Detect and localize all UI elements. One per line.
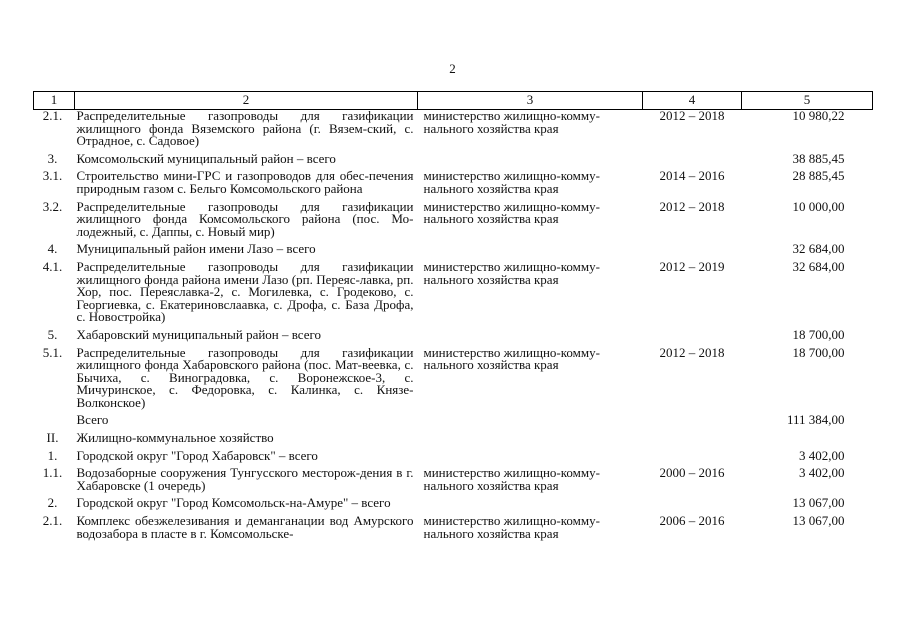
row-name: Жилищно-коммунальное хозяйство: [76, 430, 274, 446]
row-name: Комсомольский муниципальный район – всего: [76, 150, 336, 166]
row-number: 3.1.: [42, 168, 63, 184]
row-number: 5.1.: [42, 344, 63, 360]
row-number: II.: [46, 430, 59, 446]
row-amount: 3 402,00: [799, 447, 845, 463]
header-col-executor: 3: [418, 92, 643, 110]
row-number: 2.: [47, 495, 58, 511]
row-name: Комплекс обезжелезивания и деманганации вод Амурского водозабора в пласте в г. Комсомольске-: [76, 513, 414, 541]
row-number: 1.1.: [42, 465, 63, 481]
row-name: Строительство мини-ГРС и газопроводов для обес-печения природным газом с. Бельго Комсомольского района: [76, 168, 414, 196]
row-number: 4.: [47, 241, 58, 257]
row-number: 3.: [47, 150, 58, 166]
row-executor: министерство жилищно-комму-нального хозяйства края: [423, 108, 600, 136]
row-name: Распределительные газопроводы для газификации жилищного фонда Вяземского района (г. Вязем-ский, с. Отрадное, с. Садовое): [76, 108, 414, 149]
row-period: 2012 – 2018: [659, 198, 725, 214]
row-number: 5.: [47, 326, 58, 342]
program-table: [33, 91, 873, 545]
row-amount: 38 885,45: [792, 150, 845, 166]
row-name: Хабаровский муниципальный район – всего: [76, 326, 322, 342]
row-executor: [418, 414, 643, 432]
page-number: 2: [449, 61, 456, 76]
row-amount: 28 885,45: [792, 168, 845, 184]
row-amount: 10 980,22: [792, 108, 845, 123]
row-amount: 13 067,00: [792, 513, 845, 529]
row-number: 4.1.: [42, 258, 63, 274]
row-name: Распределительные газопроводы для газификации жилищного фонда Комсомольского района (пос. Мо-лодежный, с. Даппы, с. Новый мир): [76, 198, 414, 239]
row-name: Городской округ "Город Комсомольск-на-Амуре" – всего: [76, 495, 391, 511]
row-name: Городской округ "Город Хабаровск" – всего: [76, 447, 318, 463]
table-body: [34, 110, 873, 546]
header-row: [34, 92, 873, 110]
row-amount: 13 067,00: [792, 495, 845, 511]
table-row: [34, 201, 873, 244]
table-row: [34, 347, 873, 415]
table-row: [34, 170, 873, 200]
row-name: Распределительные газопроводы для газификации жилищного фонда Хабаровского района (пос. Мат-веевка, с. Бычиха, с. Виноградовка, с. Воронежское-3, с. Мичуринское, с. Федоровка, с. Калинка, с. Князе-Волконское): [76, 344, 414, 410]
row-period: 2012 – 2018: [659, 344, 725, 360]
row-amount: 3 402,00: [799, 465, 845, 481]
row-amount: 32 684,00: [792, 241, 845, 257]
table-row: [34, 467, 873, 497]
row-period: [643, 414, 742, 432]
row-period: 2012 – 2019: [659, 258, 725, 274]
table-row: [34, 329, 873, 347]
row-executor: министерство жилищно-комму-нального хозяйства края: [423, 513, 600, 541]
row-amount: 111 384,00: [786, 412, 845, 428]
row-number: 3.2.: [42, 198, 63, 214]
row-period: 2012 – 2018: [659, 108, 725, 123]
row-period: [643, 432, 742, 450]
row-name: Распределительные газопроводы для газификации жилищного фонда района имени Лазо (рп. Переяс-лавка, рп. Хор, пос. Переяславка-2, с. Могилевка, с. Гродеково, с. Георгиевка, с. Екатериновслаавка, с. Дрофа, с. База Дрофа, с. Новостройка): [76, 258, 414, 325]
header-col-period: 4: [643, 92, 742, 110]
row-period: 2014 – 2016: [659, 168, 725, 184]
row-executor: министерство жилищно-комму-нального хозяйства края: [423, 344, 600, 373]
row-executor: министерство жилищно-комму-нального хозяйства края: [423, 465, 600, 493]
row-executor: [418, 329, 643, 347]
row-period: 2000 – 2016: [659, 465, 725, 481]
row-number: 1.: [47, 447, 58, 463]
row-amount: 18 700,00: [792, 344, 845, 360]
row-executor: министерство жилищно-комму-нального хозяйства края: [423, 198, 600, 227]
row-amount: 10 000,00: [792, 198, 845, 214]
header-col-amount: 5: [742, 92, 873, 110]
row-name: Муниципальный район имени Лазо – всего: [76, 241, 316, 257]
table-row: [34, 515, 873, 545]
header-col-number: 1: [34, 92, 75, 110]
row-number: 2.1.: [42, 108, 63, 123]
row-period: 2006 – 2016: [659, 513, 725, 529]
table-row: [34, 110, 873, 153]
row-executor: [418, 432, 643, 450]
row-executor: министерство жилищно-комму-нального хозяйства края: [423, 258, 600, 287]
table-row: [34, 261, 873, 329]
row-amount: 32 684,00: [792, 258, 845, 274]
table-header: [34, 92, 873, 110]
row-period: [643, 329, 742, 347]
row-amount: 18 700,00: [792, 326, 845, 342]
row-executor: министерство жилищно-комму-нального хозяйства края: [423, 168, 600, 196]
row-name: Всего: [76, 412, 109, 428]
header-col-name: 2: [75, 92, 418, 110]
row-number: 2.1.: [42, 513, 63, 529]
row-name: Водозаборные сооружения Тунгусского месторож-дения в г. Хабаровске (1 очередь): [76, 465, 414, 493]
